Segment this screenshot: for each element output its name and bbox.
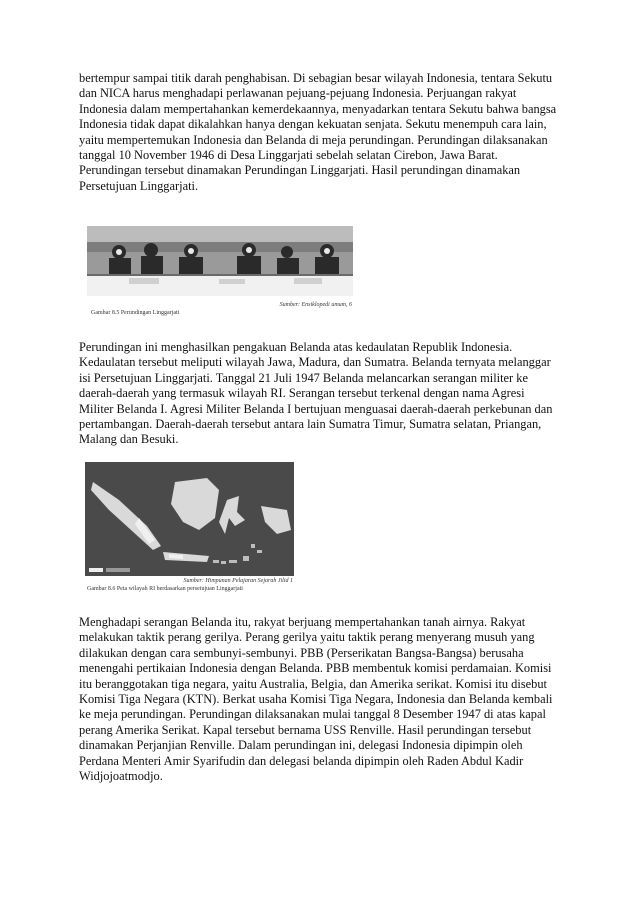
photo-caption: Gambar 8.5 Perundingan Linggarjati (91, 310, 180, 316)
paragraph-perjanjian-renville: Menghadapi serangan Belanda itu, rakyat berjuang mempertahankan tanah airnya. Rakyat melakukan taktik perang gerilya. Perang gerilya yaitu taktik perang menyerang musuh yang dilakukan dengan cara sembunyi-sembunyi. PBB (Perserikatan Bangsa-Bangsa) berusaha menengahi pertikaian Indonesia dengan Belanda. PBB membentuk komisi perdamaian. Komisi itu beranggotakan tiga negara, yaitu Australia, Belgia, dan Amerika serikat. Komisi itu disebut Komisi Tiga Negara (KTN). Berkat usaha Komisi Tiga Negara, Indonesia dan Belanda kembali ke meja perundingan. Perundingan dilaksanakan mulai tanggal 8 Desember 1947 di atas kapal perang Amerika Serikat. Kapal tersebut bernama USS Renville. Hasil perundingan tersebut dinamakan Perjanjian Renville. Dalam perundingan ini, delegasi Indonesia dipimpin oleh Perdana Menteri Amir Syarifudin dan delegasi belanda dipimpin oleh Raden Abdul Kadir Widjojoatmodjo. (79, 615, 553, 784)
map-caption: Gambar 8.6 Peta wilayah RI berdasarkan persetujuan Linggarjati (87, 586, 243, 592)
paragraph-agresi-militer: Perundingan ini menghasilkan pengakuan Belanda atas kedaulatan Republik Indonesia. Kedaulatan tersebut meliputi wilayah Jawa, Madura, dan Sumatra. Belanda ternyata melanggar isi Persetujuan Linggarjati. Tanggal 21 Juli 1947 Belanda melancarkan serangan militer ke daerah-daerah yang termasuk wilayah RI. Serangan tersebut terkenal dengan nama Agresi Militer Belanda I. Agresi Militer Belanda I bertujuan menguasai daerah-daerah perkebunan dan pertambangan. Daerah-daerah tersebut antara lain Sumatra Timur, Sumatra selatan, Priangan, Malang dan Besuki. (79, 340, 553, 447)
photo-source-credit: Sumber: Ensiklopedi umum, 6 (279, 302, 352, 308)
map-source-credit: Sumber: Himpunan Pelajaran Sejarah Jilid 1 (183, 578, 293, 584)
photo-perundingan-linggarjati (79, 222, 360, 324)
paragraph-linggarjati-intro: bertempur sampai titik darah penghabisan. Di sebagian besar wilayah Indonesia, tentara Sekutu dan NICA harus menghadapi perlawanan pejuang-pejuang Indonesia. Perjuangan rakyat Indonesia dalam mempertahankan kemerdekaannya, menyadarkan tentara Sekutu bahwa bangsa Indonesia tidak dapat dikalahkan hanya dengan kekuatan senjata. Sekutu menempuh cara lain, yaitu mempertemukan Indonesia dan Belanda di meja perundingan. Perundingan dilaksanakan tanggal 10 November 1946 di Desa Linggarjati sebelah selatan Cirebon, Jawa Barat. Perundingan tersebut dinamakan Perundingan Linggarjati. Hasil perundingan dinamakan Persetujuan Linggarjati. (79, 71, 557, 193)
map-wilayah-ri-linggarjati (79, 460, 297, 594)
